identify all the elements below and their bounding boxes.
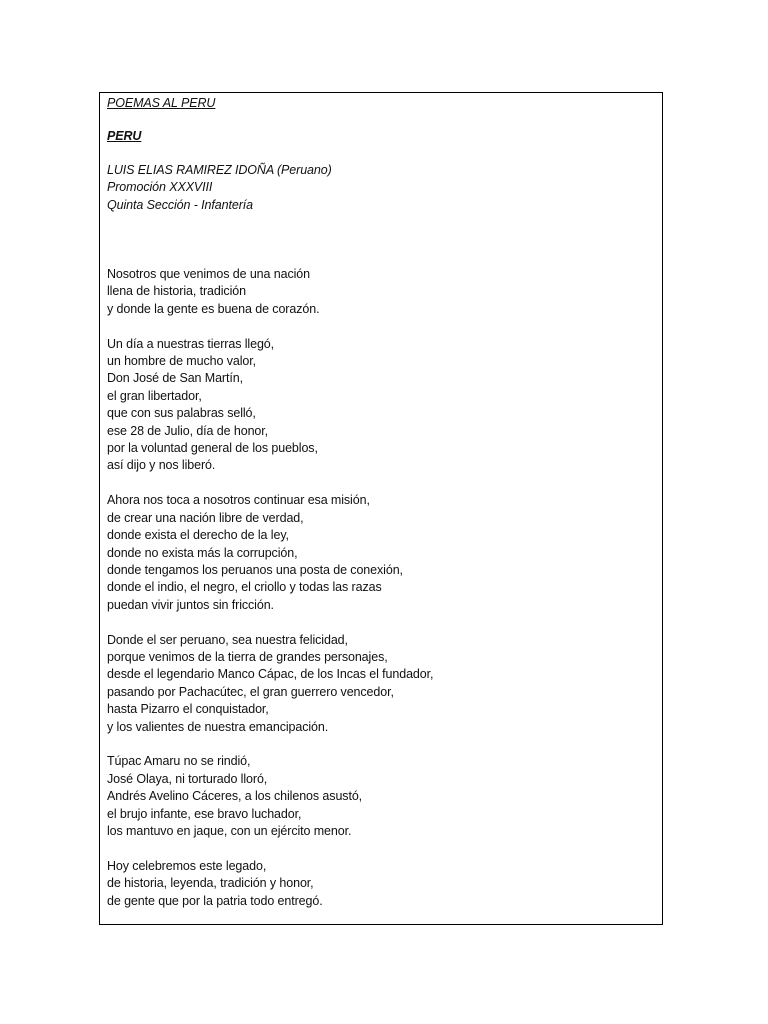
verse-line: de historia, leyenda, tradición y honor, (107, 876, 314, 891)
verse-line: un hombre de mucho valor, (107, 354, 256, 369)
verse-line: pasando por Pachacútec, el gran guerrero vencedor, (107, 684, 394, 699)
document-page (99, 92, 663, 925)
spacer (107, 214, 655, 266)
verse-line: así dijo y nos liberó. (107, 458, 216, 473)
collection-title: POEMAS AL PERU (107, 96, 216, 110)
poem-stanza (107, 336, 655, 475)
verse-line: Túpac Amaru no se rindió, (107, 754, 251, 769)
verse-line: puedan vivir juntos sin fricción. (107, 597, 274, 612)
verse-line: Donde el ser peruano, sea nuestra felicidad, (107, 632, 348, 647)
document-content (107, 95, 655, 927)
verse-line: de crear una nación libre de verdad, (107, 510, 304, 525)
verse-line: por la voluntad general de los pueblos, (107, 441, 318, 456)
verse-line: los mantuvo en jaque, con un ejército menor. (107, 823, 352, 838)
author-promotion: Promoción XXXVIII (107, 180, 213, 195)
verse-line: Nosotros que venimos de una nación (107, 267, 310, 282)
verse-line: donde no exista más la corrupción, (107, 545, 298, 560)
verse-line: donde exista el derecho de la ley, (107, 528, 289, 543)
poem-stanza (107, 632, 655, 736)
poem-stanza (107, 753, 655, 840)
verse-line: Don José de San Martín, (107, 371, 243, 386)
verse-line: porque venimos de la tierra de grandes personajes, (107, 649, 388, 664)
verse-line: y donde la gente es buena de corazón. (107, 301, 320, 316)
verse-line: el gran libertador, (107, 388, 202, 403)
verse-line: desde el legendario Manco Cápac, de los Incas el fundador, (107, 667, 434, 682)
author-section: Quinta Sección - Infantería (107, 197, 253, 212)
poem-title: PERU (107, 129, 142, 144)
verse-line: donde tengamos los peruanos una posta de conexión, (107, 562, 403, 577)
verse-line: José Olaya, ni torturado lloró, (107, 771, 268, 786)
verse-line: hasta Pizarro el conquistador, (107, 702, 269, 717)
verse-line: el brujo infante, ese bravo luchador, (107, 806, 302, 821)
verse-line: y los valientes de nuestra emancipación. (107, 719, 329, 734)
verse-line: que con sus palabras selló, (107, 406, 256, 421)
poem-body (107, 266, 655, 910)
author-name: LUIS ELIAS RAMIREZ IDOÑA (Peruano) (107, 162, 332, 177)
poem-stanza (107, 858, 655, 910)
verse-line: donde el indio, el negro, el criollo y todas las razas (107, 580, 382, 595)
spacer (107, 146, 655, 162)
verse-line: Hoy celebremos este legado, (107, 858, 267, 873)
verse-line: Andrés Avelino Cáceres, a los chilenos asustó, (107, 789, 363, 804)
poem-stanza (107, 492, 655, 614)
verse-line: de gente que por la patria todo entregó. (107, 893, 323, 908)
verse-line: Ahora nos toca a nosotros continuar esa misión, (107, 493, 370, 508)
verse-line: llena de historia, tradición (107, 284, 246, 299)
poem-stanza (107, 266, 655, 318)
verse-line: ese 28 de Julio, día de honor, (107, 423, 269, 438)
verse-line: Un día a nuestras tierras llegó, (107, 336, 275, 351)
spacer (107, 112, 655, 128)
